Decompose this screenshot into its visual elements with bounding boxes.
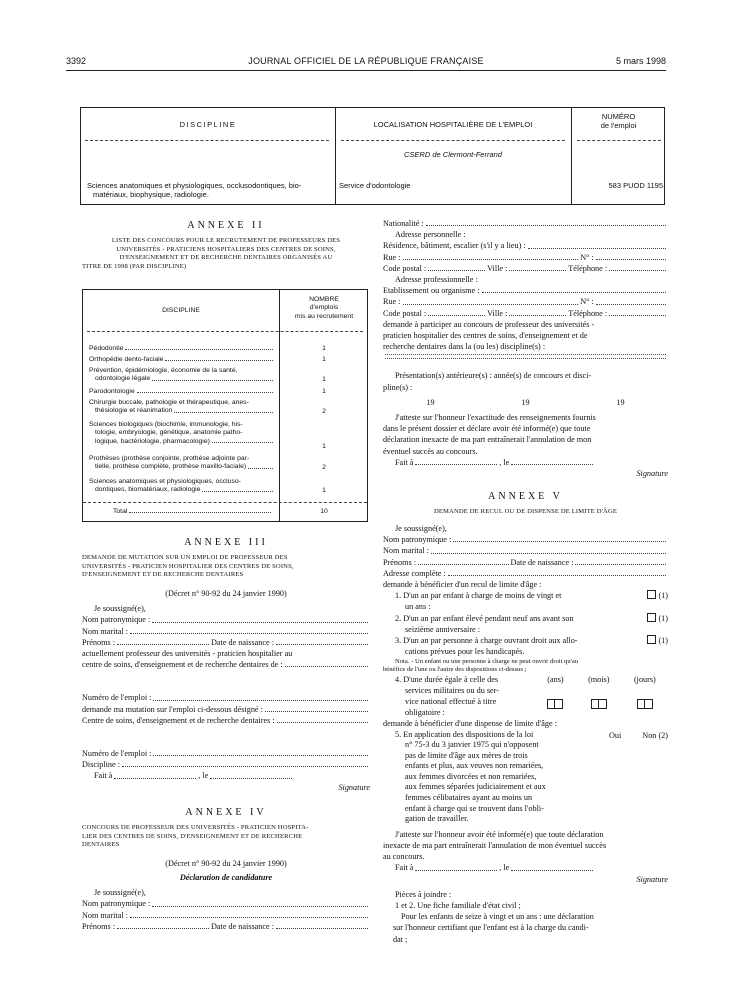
ans-box[interactable] xyxy=(547,699,563,709)
row-value: 2 xyxy=(322,408,326,415)
attestation-paragraph: J'atteste sur l'honneur l'exactitude des renseignements fournis dans le présent dossier et déclare avoir été informé(e) que toute déclaration inexacte de ma part entraînerait l'annulation de mon éventuel succès au concours. xyxy=(383,413,596,456)
mois-box[interactable] xyxy=(591,699,607,709)
table-row xyxy=(89,478,275,495)
signature-label: Signature xyxy=(636,469,668,479)
attestation-paragraph: J'atteste sur l'honneur avoir été informé(e) que toute déclaration inexacte de ma part entraînerait l'annulation de mon éventuel succès au concours. xyxy=(383,829,607,862)
pieces-label: Pièces à joindre : xyxy=(395,889,452,899)
header-separator xyxy=(577,140,661,141)
row-label: Chirurgie buccale, pathologie et thérapeutique, anes- xyxy=(89,399,249,406)
demande-dispense-label: demande à bénéficier d'une dispense de limite d'âge : xyxy=(383,719,557,729)
total-separator xyxy=(83,502,367,503)
item-2: 2. D'un an par enfant élevé pendant neuf ans avant son seizième anniversaire : (1) xyxy=(395,613,668,634)
annexe-4-caption xyxy=(82,824,370,850)
caption-line: D'ENSEIGNEMENT ET DE RECHERCHE DENTAIRES xyxy=(82,571,244,579)
caption-line: LISTE DES CONCOURS POUR LE RECRUTEMENT DE PROFESSEURS DES xyxy=(111,237,341,245)
annexe-2-title: ANNEXE II xyxy=(187,220,265,231)
row-label: dontiques, biomatériaux, radiologie xyxy=(95,486,201,494)
col-numero-header: NUMÉRO xyxy=(601,112,636,121)
caption-line: DENTAIRES xyxy=(82,841,120,849)
row-label: tielle, prothèse complète, prothèse maxillo-faciale) xyxy=(95,463,247,471)
declaration-subtitle: Déclaration de candidature xyxy=(179,873,273,883)
row-label: logique, bactériologie, pharmacologie) xyxy=(95,437,210,445)
annexe-2-caption xyxy=(82,237,370,271)
col-discipline-header: DISCIPLINE xyxy=(162,307,200,314)
oui-option[interactable]: Oui xyxy=(609,730,622,740)
prenoms-field: Prénoms : Date de naissance : xyxy=(82,921,370,932)
annexe-5-title: ANNEXE V xyxy=(488,491,563,503)
row-label: Sciences anatomiques et physiologiques, occluso- xyxy=(89,478,241,485)
demande-mutation-field: demande ma mutation sur l'emploi ci-dessous désigné : xyxy=(82,704,370,715)
demande-recul-label: demande à bénéficier d'un recul de limite d'âge : xyxy=(383,580,542,590)
header-line: mis au recrutement xyxy=(294,312,354,320)
actuellement-line: actuellement professeur des universités - praticien hospitalier au xyxy=(82,649,293,658)
jours-box[interactable] xyxy=(637,699,653,709)
issue-date: 5 mars 1998 xyxy=(615,56,666,66)
rue-field: Rue : N° : xyxy=(383,296,668,307)
table-row xyxy=(89,345,275,353)
row-value: 1 xyxy=(322,345,326,352)
row-label: Pédodontie xyxy=(89,345,124,352)
emploi-table xyxy=(80,107,665,205)
discipline-cell xyxy=(87,181,333,199)
item-5: 5. En application des dispositions de la loi n° 75-3 du 3 janvier 1975 qui n'opposent pas de limite d'âge aux mères de trois enfants et plus, aux veuves non remariées, aux femmes divorcées et non remariées, aux femmes séparées judiciairement et aux femmes célibataires ayant au moins un enfant à charge qui se trouvent dans l'obli- gation de travailler. Oui Non (2) xyxy=(395,729,668,824)
years-row xyxy=(383,397,668,408)
row-value: 2 xyxy=(322,464,326,471)
pieces-paragraph: Pour les enfants de seize à vingt et un ans : une déclaration sur l'honneur certifiant que l'enfant est à la charge du candi- dat ; xyxy=(393,912,594,944)
residence-field: Résidence, bâtiment, escalier (s'il y a lieu) : xyxy=(383,240,668,251)
item-3: 3. D'un an par personne à charge ouvrant droit aux allo- cations prévues pour les handicapés. (1) xyxy=(395,636,668,657)
item-1: 1. D'un an par enfant à charge de moins de vingt et un ans : (1) xyxy=(395,591,668,612)
soussigne-label: Je soussigné(e), xyxy=(94,888,146,898)
location-cell: Service d'odontologie xyxy=(339,181,411,190)
numero-emploi-field: Numéro de l'emploi : xyxy=(82,692,370,703)
nom-marital-field: Nom marital : xyxy=(82,626,370,637)
rue-field: Rue : N° : xyxy=(383,252,668,263)
total-value: 10 xyxy=(320,508,328,515)
annexe-3-block xyxy=(82,537,370,932)
row-value: 1 xyxy=(322,376,326,383)
number-cell: 583 PUOD 1195 xyxy=(608,181,663,190)
caption-line: TITRE DE 1998 (PAR DISCIPLINE) xyxy=(82,262,187,270)
signature-label: Signature xyxy=(636,874,668,884)
annexe-4-title: ANNEXE IV xyxy=(185,806,267,818)
ans-label: (ans) xyxy=(547,674,564,684)
annexe-5-caption: DEMANDE DE RECUL OU DE DISPENSE DE LIMITE D'ÂGE xyxy=(433,508,618,516)
row-value: 1 xyxy=(322,388,326,395)
code-postal-field: Code postal : Ville : Téléphone : xyxy=(383,263,668,274)
annexe-3-title: ANNEXE III xyxy=(184,537,268,548)
discipline-line: matériaux, biophysique, radiologie. xyxy=(93,190,209,199)
nom-marital-field: Nom marital : xyxy=(82,910,370,921)
header-separator xyxy=(87,331,363,332)
table-row xyxy=(89,388,275,396)
mois-label: (mois) xyxy=(588,674,610,684)
numero-emploi-field: Numéro de l'emploi : xyxy=(82,748,370,759)
row-label: tologie, embryologie, génétique, anatomie patho- xyxy=(95,429,243,437)
fait-a-field: Fait à , le xyxy=(82,770,294,781)
row-value: 1 xyxy=(322,487,326,494)
header-separator xyxy=(85,140,329,141)
table-row xyxy=(89,421,275,446)
caption-line: DEMANDE DE MUTATION SUR UN EMPLOI DE PROFESSEUR DES xyxy=(82,554,288,562)
row-label: odontologie légale xyxy=(95,375,151,383)
table-row xyxy=(89,455,275,472)
jours-label: (jours) xyxy=(633,674,656,684)
adresse-professionnelle-label: Adresse professionnelle : xyxy=(395,275,478,285)
centre-field: Centre de soins, d'enseignement et de recherche dentaires : xyxy=(82,715,370,726)
annexe-2-block xyxy=(82,220,370,272)
row-label: Parodontologie xyxy=(89,388,135,395)
discipline-field: Discipline : xyxy=(82,759,370,770)
row-value: 1 xyxy=(322,443,326,450)
prenoms-field: Prénoms : Date de naissance : xyxy=(82,637,370,648)
col-nombre-header xyxy=(279,296,369,321)
row-label: thésiologie et réanimation xyxy=(95,407,173,415)
decret-reference: (Décret n° 90-92 du 24 janvier 1990) xyxy=(165,588,287,598)
discipline-line: Sciences anatomiques et physiologiques, occlusodontiques, bio- xyxy=(87,181,302,190)
caption-line: UNIVERSITÉS - PRATICIENS HOSPITALIERS DES CENTRES DE SOINS, xyxy=(116,245,336,253)
item-2-checkbox[interactable] xyxy=(647,613,656,622)
caption-line: D'ENSEIGNEMENT ET DE RECHERCHE DENTAIRES ORGANISÉS AU xyxy=(119,254,333,262)
col-numero-subheader: de l'emploi xyxy=(600,121,637,130)
blank-line xyxy=(383,358,668,362)
total-row xyxy=(113,508,273,516)
nota: Nota. - Un enfant ou une personne à charge ne peut ouvrir droit qu'au bénéfice de l'une ou l'autre des dispositions ci-dessus ; xyxy=(383,657,579,673)
adresse-field: Adresse complète : xyxy=(383,568,668,579)
journal-title: JOURNAL OFFICIEL DE LA RÉPUBLIQUE FRANÇAISE xyxy=(248,56,484,66)
soussigne-label: Je soussigné(e), xyxy=(395,524,447,534)
running-header xyxy=(66,56,666,70)
nom-patronymique-field: Nom patronymique : xyxy=(82,898,370,909)
fait-a-field: Fait à , le xyxy=(383,457,595,468)
year-label: 19 xyxy=(521,397,530,407)
presentation-line: pline(s) : xyxy=(383,382,413,392)
item-4: 4. D'une durée égale à celle des services militaires ou du ser- vice national effectué à titre obligatoire : (ans) (mois) (jours) xyxy=(395,674,656,718)
etablissement-field: Etablissement ou organisme : xyxy=(383,285,668,296)
fait-a-field: Fait à , le xyxy=(383,862,595,873)
page-number: 3392 xyxy=(66,56,87,66)
col-localisation-header: LOCALISATION HOSPITALIÈRE DE L'EMPLOI xyxy=(373,120,533,129)
caption-line: UNIVERSITÉS - PRATICIEN HOSPITALIER DES CENTRES DE SOINS, xyxy=(82,562,294,570)
nationalite-field: Nationalité : xyxy=(383,218,668,229)
row-value: 1 xyxy=(322,356,326,363)
row-label: Prévention, épidémiologie, économie de la santé, xyxy=(89,367,238,374)
nom-patronymique-field: Nom patronymique : xyxy=(82,614,370,625)
header-line: NOMBRE xyxy=(309,296,339,303)
presentation-line: Présentation(s) antérieure(s) : année(s) de concours et disci- xyxy=(395,371,592,381)
prenoms-field: Prénoms : Date de naissance : xyxy=(383,557,668,568)
total-label: Total xyxy=(113,508,128,515)
concours-table xyxy=(82,289,368,522)
header-line: d'emplois xyxy=(309,304,339,312)
caption-line: LIER DES CENTRES DE SOINS, D'ENSEIGNEMENT ET DE RECHERCHE xyxy=(82,832,303,840)
signature-label: Signature xyxy=(338,782,370,792)
item-1-checkbox[interactable] xyxy=(647,590,656,599)
soussigne-label: Je soussigné(e), xyxy=(94,604,146,614)
centre-actuel-field: centre de soins, d'enseignement et de recherche dentaires de : xyxy=(82,659,370,670)
year-label: 19 xyxy=(616,397,625,407)
nom-marital-field: Nom marital : xyxy=(383,545,668,556)
table-row xyxy=(89,356,275,364)
right-column xyxy=(383,218,668,945)
header-separator xyxy=(341,140,565,141)
pieces-line: 1 et 2. Une fiche familiale d'état civil ; xyxy=(395,901,521,911)
header-rule xyxy=(66,70,666,71)
table-row xyxy=(89,399,275,416)
non-option[interactable]: Non (2) xyxy=(642,730,668,740)
adresse-personnelle-label: Adresse personnelle : xyxy=(395,230,466,240)
table-row xyxy=(89,367,275,384)
annexe-3-caption xyxy=(82,554,370,580)
item-3-checkbox[interactable] xyxy=(647,635,656,644)
demande-paragraph: demande à participer au concours de professeur des universités - praticien hospitalier des centres de soins, d'enseignement et de recherche dentaires dans la (ou les) discipline(s) : xyxy=(383,319,595,352)
decret-reference: (Décret n° 90-92 du 24 janvier 1990) xyxy=(165,858,287,868)
row-label: Prothèses (prothèse conjointe, prothèse adjointe par- xyxy=(89,455,250,462)
caption-line: CONCOURS DE PROFESSEUR DES UNIVERSITÉS - PRATICIEN HOSPITA- xyxy=(82,824,309,832)
centre-name: CSERD de Clermont-Ferrand xyxy=(404,150,502,159)
row-label: Sciences biologiques (biochimie, immunologie, his- xyxy=(89,421,243,428)
row-label: Orthopédie dento-faciale xyxy=(89,356,164,363)
nom-patronymique-field: Nom patronymique : xyxy=(383,534,668,545)
col-discipline-header: DISCIPLINE xyxy=(179,120,237,129)
code-postal-field: Code postal : Ville : Téléphone : xyxy=(383,308,668,319)
year-label: 19 xyxy=(426,397,435,407)
